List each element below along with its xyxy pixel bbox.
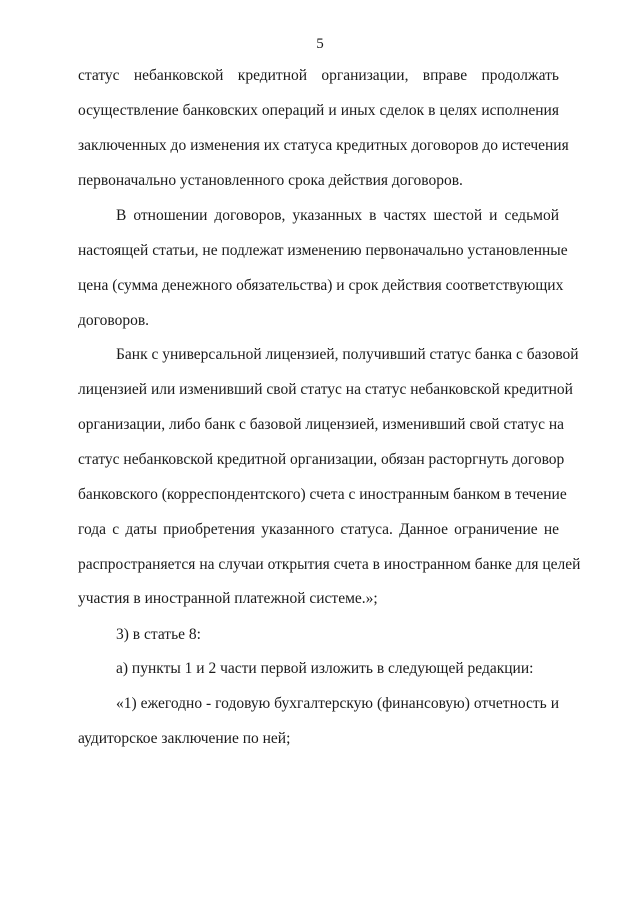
text-line: настоящей статьи, не подлежат изменению первоначально установленные: [78, 242, 568, 259]
text-line: а) пункты 1 и 2 части первой изложить в следующей редакции:: [116, 660, 534, 677]
text-line: статус небанковской кредитной организации, вправе продолжать: [78, 67, 559, 84]
text-line: цена (сумма денежного обязательства) и срок действия соответствующих: [78, 277, 564, 294]
text-line: участия в иностранной платежной системе.»;: [78, 590, 378, 607]
text-line: договоров.: [78, 312, 150, 329]
text-line: лицензией или изменивший свой статус на статус небанковской кредитной: [78, 381, 573, 398]
text-line: банковского (корреспондентского) счета с иностранным банком в течение: [78, 486, 567, 503]
text-line: Банк с универсальной лицензией, получивший статус банка с базовой: [116, 346, 579, 363]
text-line: первоначально установленного срока действия договоров.: [78, 172, 463, 189]
text-line: 3) в статье 8:: [116, 626, 201, 643]
text-line: статус небанковской кредитной организации, обязан расторгнуть договор: [78, 451, 565, 468]
text-line: аудиторское заключение по ней;: [78, 730, 291, 747]
text-line: года с даты приобретения указанного статуса. Данное ограничение не: [78, 521, 559, 538]
text-line: «1) ежегодно - годовую бухгалтерскую (финансовую) отчетность и: [116, 695, 559, 712]
page-number: 5: [316, 36, 324, 52]
text-line: В отношении договоров, указанных в частях шестой и седьмой: [116, 207, 559, 224]
text-line: заключенных до изменения их статуса кредитных договоров до истечения: [78, 137, 569, 154]
text-line: распространяется на случаи открытия счета в иностранном банке для целей: [78, 556, 581, 573]
text-line: осуществление банковских операций и иных сделок в целях исполнения: [78, 102, 559, 119]
text-line: организации, либо банк с базовой лицензией, изменивший свой статус на: [78, 416, 565, 433]
